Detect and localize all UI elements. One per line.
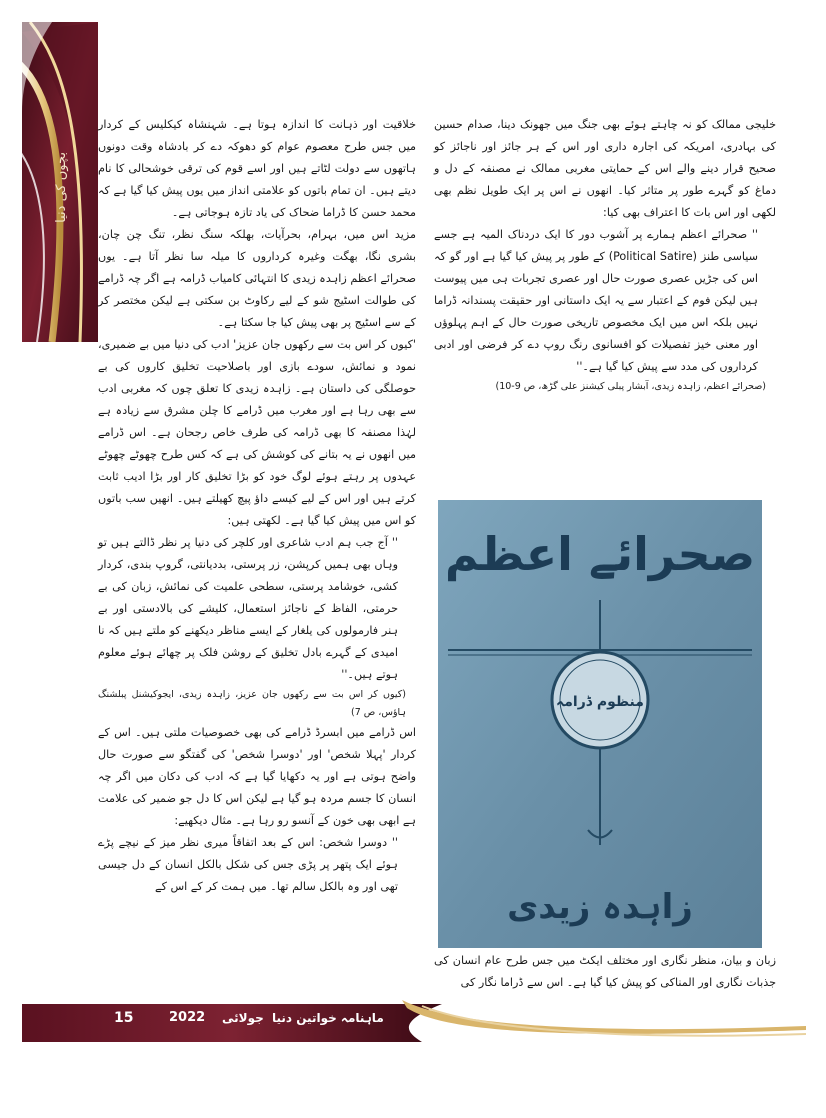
- right-paragraph: خلیجی ممالک کو نہ چاہتے ہوئے بھی جنگ میں جھونک دینا، صدام حسین کی بہادری، امریکہ کی اجارہ داری اور اس کے ہر جائز اور ناجائز کو صحیح قرار دینے والے اس کے حمایتی مغربی ممالک نے مصنفہ کے دل و دماغ کو گہرے طور پر متاثر کیا۔ انھوں نے اس پر ایک طویل نظم بھی لکھی اور اس بات کا اعتراف بھی کیا:: [434, 118, 776, 219]
- right-text-column: [434, 114, 776, 396]
- right-citation: (صحرائے اعظم، زاہدہ زیدی، آبشار پبلی کیشنز علی گڑھ، ص 9-10): [495, 381, 766, 392]
- left-paragraph: 'کیوں کر اس بت سے رکھوں جان عزیز' ادب کی دنیا میں بے ضمیری، نمود و نمائش، سودے بازی اور باصلاحیت تخلیق کاروں کی بے حوصلگی کی داستان ہے۔ زاہدہ زیدی کا تعلق چوں کہ مغربی ادب سے بھی رہا ہے اور مغرب میں ڈرامے کا چلن مشرق سے زیادہ ہے لہٰذا مصنفہ کا بھی ڈرامہ کی طرف خاص رجحان ہے۔ اس ڈرامے میں انھوں نے یہ بتانے کی کوشش کی ہے کہ کس طرح چھوٹے چھوٹے عہدوں پر رہتے ہوئے لوگ خود کو بڑا تخلیق کار اور بڑا ادیب ثابت کرتے ہیں اور اس کے لیے کیسے داؤ پیچ کھیلتے ہیں۔ انھیں سب باتوں کو اس میں پیش کیا گیا ہے۔ لکھتی ہیں:: [98, 338, 416, 527]
- book-cover-author: زاہدہ زیدی: [507, 887, 693, 927]
- footer-magazine-name: ماہنامہ خواتین دنیا: [272, 1011, 384, 1025]
- sidebar-ornament: [22, 22, 98, 342]
- left-quote: '' آج جب ہم ادب شاعری اور کلچر کی دنیا پر نظر ڈالتے ہیں تو وہاں بھی ہمیں کرپشن، زر پرستی، بددیانتی، گروپ بندی، کردار کشی، خوشامد پرستی، سطحی علمیت کی نمائش، زبان کی بے حرمتی، الفاظ کے ناجائز استعمال، کلیشے کی بالادستی اور بے ہنر فارمولوں کی یلغار کے ایسے مناظر دیکھنے کو ملتے ہیں کہ نا امیدی کے گہرے بادل تخلیق کے روشن فلک پر چھائے ہوئے معلوم ہوتے ہیں۔'': [98, 536, 398, 681]
- book-cover-title: صحرائے اعظم: [444, 527, 756, 581]
- book-cover-graphic: [438, 500, 762, 948]
- left-citation: (کیوں کر اس بت سے رکھوں جان عزیز، زاہدہ زیدی، ایجوکیشنل پبلشنگ ہاؤس، ص 7): [98, 689, 406, 718]
- book-cover-emblem-text: منظوم ڈرامہ: [556, 694, 644, 710]
- left-text-column: [98, 114, 416, 898]
- footer-page-number: 15: [114, 1010, 134, 1026]
- sidebar-section-label: بچوں کی دنیا: [54, 152, 69, 223]
- page-footer: [22, 1000, 806, 1042]
- magazine-page: [22, 22, 806, 1042]
- left-paragraph: اس ڈرامے میں ابسرڈ ڈرامے کی بھی خصوصیات ملتی ہیں۔ اس کے کردار 'پہلا شخص' اور 'دوسرا شخص' کی گفتگو سے صورت حال واضح ہوتی ہے اور یہ دکھایا گیا ہے کہ ادب کی دکان میں اگر چہ انسان کا جسم مردہ ہو گیا ہے لیکن اس کا دل جو ضمیر کی علامت ہے ابھی بھی خون کے آنسو رو رہا ہے۔ مثال دیکھیے:: [98, 726, 416, 827]
- footer-month: جولائی: [222, 1011, 264, 1025]
- right-quote: '' صحرائے اعظم ہمارے پر آشوب دور کا ایک دردناک المیہ ہے جسے سیاسی طنز (Political Satire) کے طور پر پیش کیا گیا ہے اور گو کہ اس کی جڑیں عصری صورت حال اور عصری تجربات ہی میں پیوست ہیں لیکن فوم کے اعتبار سے یہ ایک داستانی اور حقیقت پسندانہ ڈراما نہیں بلکہ اس میں ایک مخصوص تاریخی صورت حال کے اہم پہلوؤں اور معنی خیز تفصیلات کو افسانوی رنگ روپ دے کر فرضی اور ادبی کرداروں کی مدد سے پیش کیا گیا ہے۔'': [434, 228, 758, 373]
- footer-swoosh-graphic: [22, 1000, 806, 1042]
- image-caption: زبان و بیان، منظر نگاری اور مختلف ایکٹ میں جس طرح عام انسان کی جذبات نگاری اور المناکی کو پیش کیا گیا ہے۔ اس سے ڈراما نگار کی: [434, 954, 776, 989]
- left-paragraph: خلاقیت اور ذہانت کا اندازہ ہوتا ہے۔ شہنشاہ کیکلیس کے کردار میں جس طرح معصوم عوام کو دھوکہ دے کر بادشاہ وقت دونوں ہاتھوں سے دولت لٹاتے ہیں اور اسے قوم کی ترقی خوشحالی کا نام دیتے ہیں۔ ان تمام باتوں کو علامتی انداز میں یوں پیش کیا گیا ہے کہ محمد حسن کا ڈراما ضحاک کی یاد تازہ ہوجاتی ہے۔: [98, 118, 416, 219]
- left-paragraph: مزید اس میں، بہرام، بحرآیات، بھلکہ سنگ نظر، تنگ چن چان، بشری نگا، بھگت وغیرہ کرداروں کا میلہ سا نظر آتا ہے۔ یوں صحرائے اعظم زاہدہ زیدی کا انتہائی کامیاب ڈرامہ ہے اگر چہ ڈرامے کی طوالت اسٹیج شو کے لیے رکاوٹ بن سکتی ہے لیکن مختصر کر کے سے اسٹیج پر بھی پیش کیا جا سکتا ہے۔: [98, 228, 416, 329]
- left-quote: '' دوسرا شخص: اس کے بعد اتفاقاً میری نظر میز کے نیچے پڑے ہوئے ایک پتھر پر پڑی جس کی شکل بالکل انسان کے دل جیسی تھی اور وہ بالکل سالم تھا۔ میں ہمت کر کے اس کے: [98, 836, 398, 893]
- book-cover-image: [438, 500, 762, 948]
- footer-year: 2022: [169, 1010, 206, 1025]
